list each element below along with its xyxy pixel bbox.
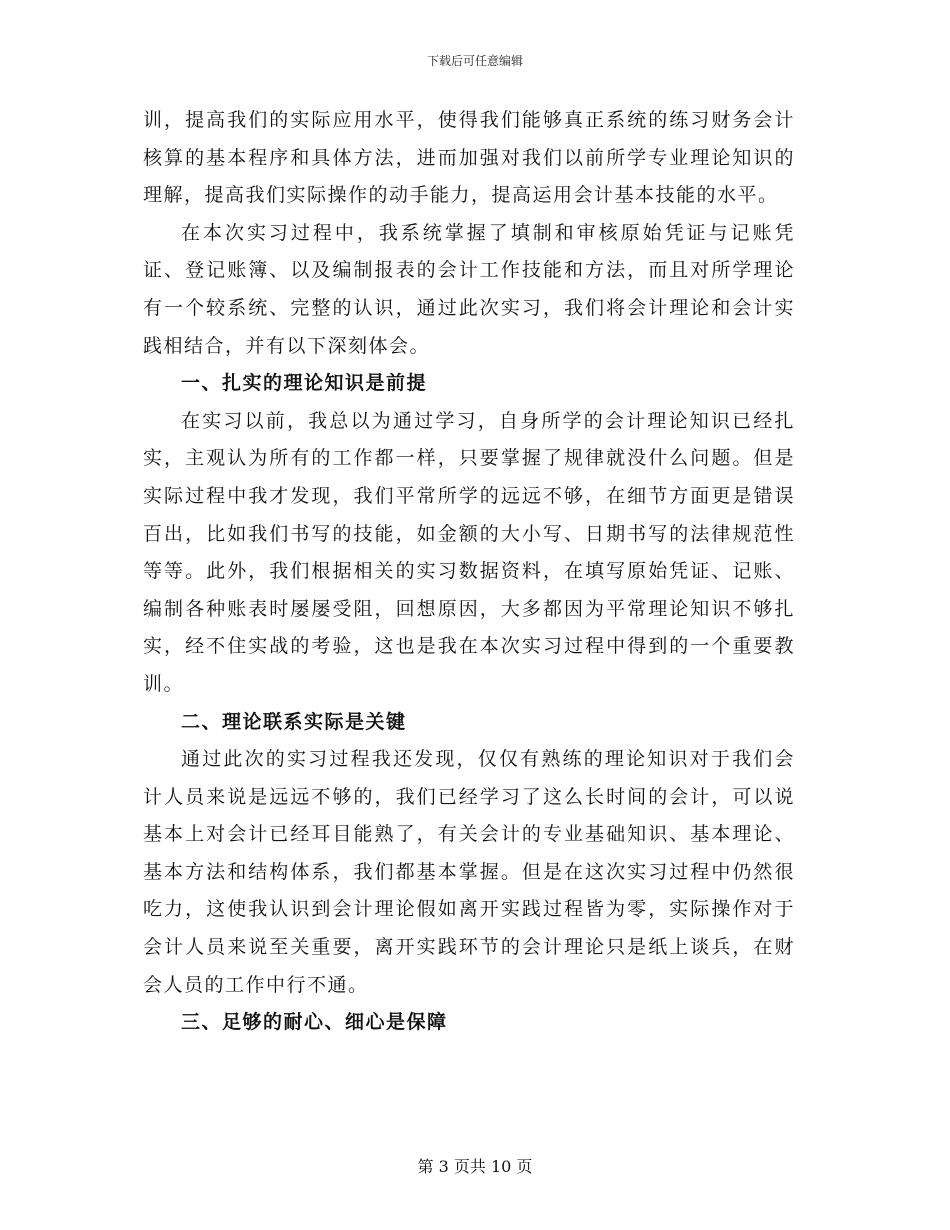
section-heading-3: 三、足够的耐心、细心是保障 bbox=[181, 1011, 448, 1034]
document-body bbox=[143, 102, 795, 1042]
section-heading-2: 二、理论联系实际是关键 bbox=[181, 710, 407, 733]
page-footer: 第 3 页共 10 页 bbox=[417, 1157, 533, 1176]
paragraph-3: 在实习以前，我总以为通过学习，自身所学的会计理论知识已经扎实，主观认为所有的工作都一样，只要掌握了规律就没什么问题。但是实际过程中我才发现，我们平常所学的远远不够，在细节方面更是错误百出，比如我们书写的技能，如金额的大小写、日期书写的法律规范性等等。此外，我们根据相关的实习数据资料，在填写原始凭证、记账、编制各种账表时屡屡受阻，回想原因，大多都因为平常理论知识不够扎实，经不住实战的考验，这也是我在本次实习过程中得到的一个重要教训。 bbox=[143, 409, 795, 695]
section-heading-1: 一、扎实的理论知识是前提 bbox=[181, 372, 428, 395]
paragraph-2: 在本次实习过程中，我系统掌握了填制和审核原始凭证与记账凭证、登记账簿、以及编制报表的会计工作技能和方法，而且对所学理论有一个较系统、完整的认识，通过此次实习，我们将会计理论和会计实践相结合，并有以下深刻体会。 bbox=[143, 221, 795, 357]
paragraph-1: 训，提高我们的实际应用水平，使得我们能够真正系统的练习财务会计核算的基本程序和具体方法，进而加强对我们以前所学专业理论知识的理解，提高我们实际操作的动手能力，提高运用会计基本技能的水平。 bbox=[143, 109, 795, 207]
paragraph-4: 通过此次的实习过程我还发现，仅仅有熟练的理论知识对于我们会计人员来说是远远不够的，我们已经学习了这么长时间的会计，可以说基本上对会计已经耳目能熟了，有关会计的专业基础知识、基本理论、基本方法和结构体系，我们都基本掌握。但是在这次实习过程中仍然很吃力，这使我认识到会计理论假如离开实践过程皆为零，实际操作对于会计人员来说至关重要，离开实践环节的会计理论只是纸上谈兵，在财会人员的工作中行不通。 bbox=[143, 748, 795, 996]
page-header: 下载后可任意编辑 bbox=[426, 54, 523, 68]
